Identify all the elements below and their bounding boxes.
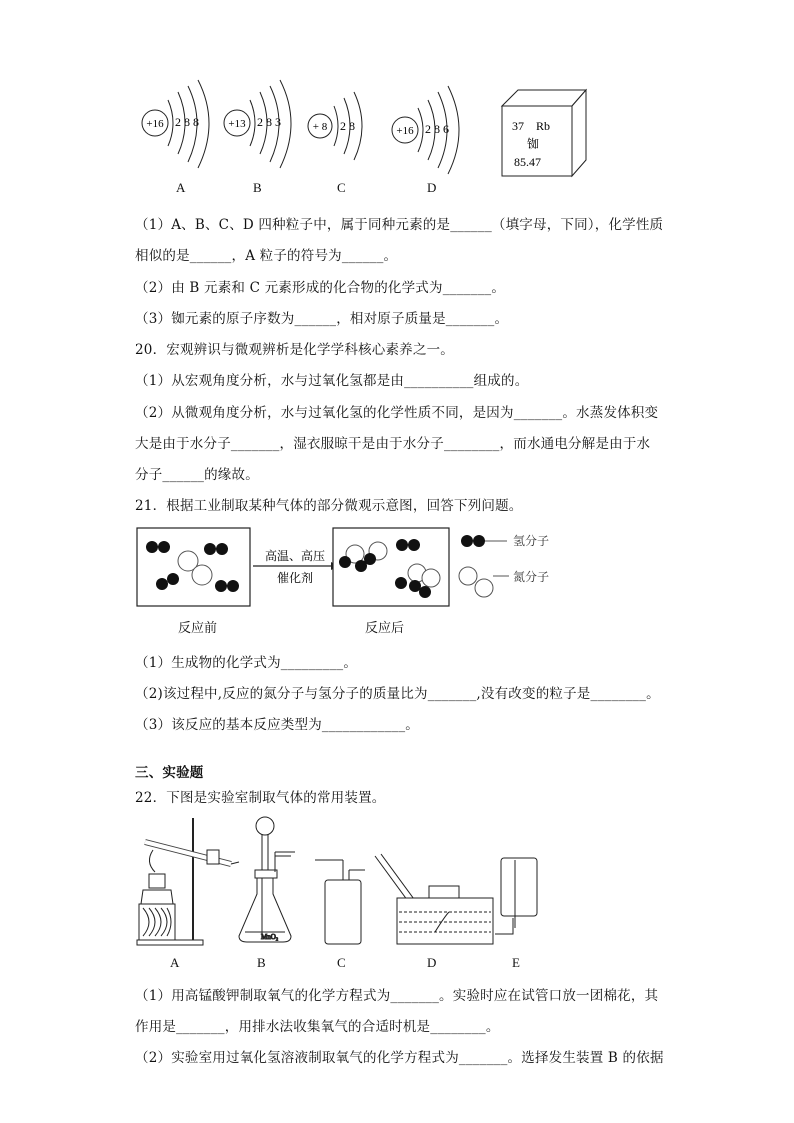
apparatus-b (239, 817, 295, 942)
rubidium-element-cell (502, 90, 586, 176)
q21-part1: （1）生成物的化学式为_________。 (135, 655, 358, 671)
q20-part2-line2: 大是由于水分子_______，湿衣服晾干是由于水分子________，而水通电分解是由于水 (135, 436, 651, 452)
atom-c-diagram (308, 92, 362, 160)
q20-title: 20．宏观辨识与微观辨析是化学学科核心素养之一。 (135, 342, 454, 358)
q20-part2-line3: 分子______的缘故。 (135, 467, 259, 483)
q21-part3: （3）该反应的基本反应类型为____________。 (135, 717, 419, 733)
atom-b-label: B (253, 180, 262, 195)
q19-part3: （3）铷元素的原子序数为______，相对原子质量是_______。 (135, 311, 509, 327)
element-symbol: Rb (536, 119, 551, 133)
legend-nitrogen: 氮分子 (513, 570, 550, 584)
apparatus-label-c: C (337, 955, 346, 970)
atom-a-shells: 2 8 8 (175, 115, 199, 129)
atom-b-diagram (224, 80, 291, 168)
atom-c-label: C (337, 180, 346, 195)
atom-c-shells: 2 8 (340, 119, 355, 133)
atom-structure-diagrams (130, 78, 610, 182)
legend-hydrogen: 氢分子 (513, 534, 550, 548)
apparatus-e (495, 858, 537, 934)
reaction-condition-top: 高温、高压 (264, 549, 326, 563)
reaction-micro-diagram (135, 526, 575, 612)
svg-text:MnO₂: MnO₂ (261, 933, 279, 941)
label-after-reaction: 反应后 (365, 621, 405, 636)
apparatus-label-d: D (427, 955, 437, 970)
apparatus-a (137, 818, 239, 945)
apparatus-label-b: B (257, 955, 266, 970)
q19-part1-line1: （1）A、B、C、D 四种粒子中，属于同种元素的是______（填字母，下同），化学性质 (135, 217, 664, 233)
atom-d-diagram (392, 86, 459, 174)
q20-part2-line1: （2）从微观角度分析，水与过氧化氢的化学性质不同，是因为_______。水蒸发体积变 (135, 405, 659, 421)
element-mass: 85.47 (514, 155, 541, 169)
atom-b-nucleus: +13 (228, 118, 246, 130)
apparatus-c (315, 860, 365, 944)
lab-apparatus-diagram (135, 812, 555, 950)
element-number: 37 (512, 119, 524, 133)
q21-title: 21．根据工业制取某种气体的部分微观示意图，回答下列问题。 (135, 498, 523, 514)
atom-d-nucleus: +16 (396, 125, 414, 137)
q20-part1: （1）从宏观角度分析，水与过氧化氢都是由__________组成的。 (135, 373, 529, 389)
apparatus-label-e: E (512, 955, 520, 970)
atom-d-shells: 2 8 6 (425, 122, 449, 136)
atom-a-nucleus: +16 (146, 118, 164, 130)
atom-a-label: A (176, 180, 186, 195)
apparatus-label-a: A (170, 955, 180, 970)
label-before-reaction: 反应前 (178, 621, 218, 636)
reaction-condition-bottom: 催化剂 (276, 571, 314, 585)
q22-part1-line1: （1）用高锰酸钾制取氧气的化学方程式为_______。实验时应在试管口放一团棉花，其 (135, 988, 659, 1004)
section-title: 三、实验题 (135, 765, 204, 781)
q19-part1-line2: 相似的是______，A 粒子的符号为______。 (135, 248, 398, 264)
element-name: 铷 (527, 137, 540, 151)
q19-part2: （2）由 B 元素和 C 元素形成的化合物的化学式为_______。 (135, 280, 506, 296)
q22-part2: （2）实验室用过氧化氢溶液制取氧气的化学方程式为_______。选择发生装置 B 的依据 (135, 1050, 664, 1066)
q22-part1-line2: 作用是_______，用排水法收集氧气的合适时机是________。 (135, 1019, 500, 1035)
atom-b-shells: 2 8 3 (257, 115, 281, 129)
q21-part2: （2)该过程中,反应的氮分子与氢分子的质量比为_______,没有改变的粒子是________。 (135, 686, 660, 702)
atom-a-diagram (142, 80, 209, 168)
atom-c-nucleus: + 8 (312, 121, 328, 133)
q22-title: 22．下图是实验室制取气体的常用装置。 (135, 790, 386, 806)
atom-d-label: D (427, 180, 437, 195)
apparatus-d (375, 854, 493, 944)
